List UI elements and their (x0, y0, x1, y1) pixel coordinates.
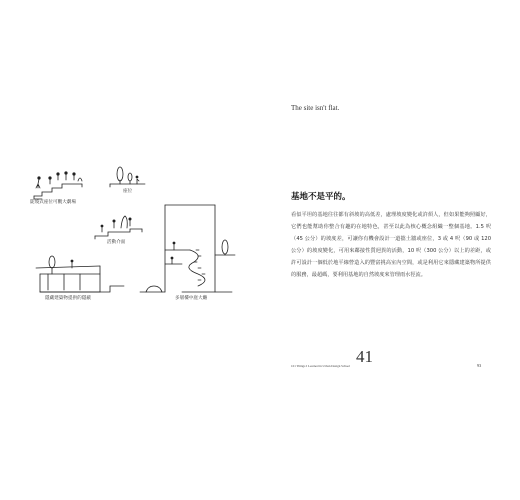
caption-seat: 座位 (123, 189, 133, 194)
caption-activity: 活動介面 (107, 240, 126, 245)
caption-stair-landing: 多層樓中庭大廳 (175, 296, 208, 301)
book-series-title: 101 Things I Learned in Urban Design School (291, 364, 350, 368)
seat-drawing (110, 167, 145, 187)
page-number: 93 (477, 363, 482, 368)
hidden-building-drawing (36, 256, 124, 292)
chinese-title: 基地不是平的。 (291, 192, 351, 202)
amphitheater-drawing (34, 172, 82, 199)
atrium-drawing (140, 205, 235, 292)
caption-hidden-building: 隱藏建築物提供的隱蔽 (45, 296, 91, 301)
lesson-number: 41 (356, 347, 373, 366)
activity-drawing (95, 216, 142, 239)
body-paragraph: 看似平坦的基地往往都有斜坡的高低差，處理坡度變化或許煩人，但如果能夠照顧好，它們也能幫助你整合有趣的在地特色，甚至以此為核心概念組織一整個基地。1.5 呎（45 公分）的坡度差，可讓你有機會設計一道擋土牆或座位，3 或 4 呎（90 或 120 公分）的坡度變化，可用來鄰接性質迥異的活動，10 呎（300 公分）以上的差距，或許可設計一個低於地平線營造入的豐富挑高室內空間，或是利用它來隱藏建築物所提供的服務，最超碼，要利用基地的自然坡度來管理雨水徑流。 (291, 212, 491, 278)
caption-slope-view: 陡坡式座位可觀大劇場 (30, 200, 76, 205)
english-title: The site isn't flat. (291, 104, 340, 112)
